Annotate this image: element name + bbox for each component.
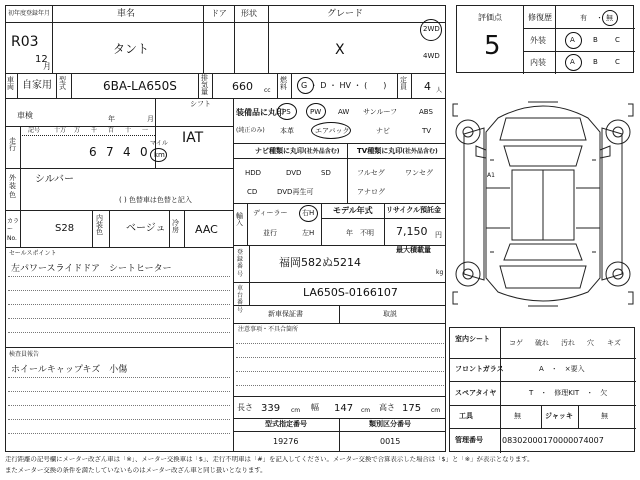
sales-point-label: セールスポイント	[9, 250, 57, 257]
interior-grade-b: B	[593, 58, 598, 66]
exterior-grade-b: B	[593, 36, 598, 44]
tools-value: 無	[514, 412, 521, 420]
fuel-label: 燃料	[280, 76, 287, 91]
chassis-label: 車台番号	[237, 285, 244, 314]
equip-ps: PS	[282, 108, 291, 116]
length-label: 長さ	[237, 403, 253, 412]
vehicle-row	[5, 73, 446, 98]
color-no-label: カラーNo.	[7, 218, 20, 242]
inspector-block	[5, 347, 233, 452]
capacity-unit: 人	[436, 87, 443, 94]
shaken-label: 車検	[17, 111, 33, 120]
max-load-unit: kg	[436, 269, 444, 276]
month-label: 月	[147, 115, 154, 123]
dimensions-row	[233, 396, 446, 418]
import-block	[233, 203, 446, 245]
condition-table	[449, 327, 635, 452]
color-change-note: ( ) 色替車は色替と記入	[119, 196, 192, 204]
equip-airbag: エアバック	[315, 127, 350, 135]
repair-label: 修復歴	[528, 13, 552, 22]
hand-left: 左H	[302, 229, 315, 237]
drive-4wd: 4WD	[423, 52, 440, 60]
equip-leather: 本革	[280, 127, 294, 135]
first-reg-year: R03	[11, 34, 39, 50]
repair-no: 無	[606, 14, 613, 22]
navi-hdd: HDD	[245, 169, 262, 177]
model-year-label: モデル年式	[333, 206, 373, 215]
sheet-ana: 穴	[587, 339, 594, 347]
recycle-unit: 円	[435, 231, 442, 239]
tv-oneseg: ワンセグ	[405, 169, 433, 177]
mileage-sub-100k: 十万	[54, 127, 67, 134]
tools-label: 工具	[459, 412, 473, 420]
tv-title	[357, 148, 438, 155]
equipment-subtitle: (純正のみ)	[236, 127, 265, 134]
grade-box	[456, 5, 634, 73]
capacity-label: 定員	[400, 76, 407, 91]
model-value: 6BA-LA650S	[103, 79, 177, 93]
type-designation-label: 型式指定番号	[265, 420, 307, 428]
model-label: 型式	[59, 76, 66, 91]
equip-tv: TV	[422, 127, 432, 135]
displacement-value: 660	[232, 80, 253, 93]
mgmt-value: 08302000170000074007	[502, 436, 604, 445]
jack-label: ジャッキ	[545, 412, 573, 420]
header-row	[5, 5, 446, 73]
mgmt-label: 管理番号	[455, 436, 483, 444]
type-designation-value: 19276	[273, 437, 299, 446]
car-damage-diagram	[450, 88, 636, 320]
height-label: 高さ	[379, 403, 395, 412]
width-value: 147	[334, 403, 354, 414]
use-label: 車両	[7, 76, 14, 91]
spare-tire-label: スペアタイヤ	[455, 389, 497, 397]
first-reg-month: 12	[35, 54, 48, 65]
reg-no-value: 福岡582ぬ5214	[279, 256, 361, 269]
car-name: タント	[113, 42, 150, 56]
mileage-unit-mile: マイル	[150, 140, 168, 147]
equipment-title: 装備品に丸印	[236, 108, 284, 117]
mileage-unit-km: km	[154, 151, 165, 159]
recycle-value: 7,150	[396, 225, 428, 238]
mileage-digit: 4	[123, 145, 131, 159]
use-value: 自家用	[22, 80, 52, 91]
model-year-value: 年 不明	[346, 229, 374, 237]
interior-grade-c: C	[615, 58, 620, 66]
import-dealer: ディーラー	[253, 209, 288, 217]
aircon-label: 冷房	[172, 219, 179, 234]
shift-label: シフト	[190, 100, 211, 108]
import-parallel: 並行	[263, 229, 277, 237]
color-no-value: S28	[55, 223, 75, 234]
reg-no-label: 登録番号	[237, 249, 244, 278]
tv-title-text: TV種類に丸印	[357, 147, 403, 155]
max-load-label: 最大積載量	[396, 246, 431, 254]
capacity-value: 4	[424, 80, 431, 93]
diagram-a1-mark: A1	[487, 172, 495, 179]
equip-sunroof: サンルーフ	[363, 108, 398, 116]
designation-row	[233, 418, 446, 452]
mileage-digit: 7	[106, 145, 114, 159]
exterior-block	[5, 168, 233, 210]
aircon-value: AAC	[195, 223, 218, 236]
equip-aw: AW	[338, 108, 350, 116]
category-label: 類別区分番号	[369, 420, 411, 428]
interior-color-label: 内装色	[96, 214, 103, 236]
mileage-label: 走行	[9, 137, 16, 152]
inspector-value: ホイールキャップキズ 小傷	[11, 365, 128, 375]
mileage-sub-1: 一	[142, 127, 149, 134]
first-reg-month-unit: 月	[43, 62, 51, 71]
equipment-block	[233, 98, 446, 143]
shift-value: IAT	[182, 130, 204, 146]
manual: 取説	[383, 310, 397, 318]
navi-sub: (社外品含む)	[304, 148, 340, 155]
height-value: 175	[402, 403, 422, 414]
exterior-value: シルバー	[35, 174, 75, 185]
notes-label: 注意事項・不具合箇所	[238, 326, 299, 333]
grade: X	[335, 42, 345, 58]
navi-dvd-play: DVD再生可	[277, 188, 314, 196]
navi-title	[255, 148, 340, 155]
interior-grade-label: 内装	[530, 58, 546, 67]
sheet-yabure: 破れ	[535, 339, 549, 347]
inspector-label: 検査員報告	[9, 351, 40, 358]
inspection-block	[5, 98, 233, 168]
tv-fullseg: フルセグ	[357, 169, 385, 177]
hand-right: 右H	[302, 209, 315, 217]
exterior-label: 外装色	[9, 174, 16, 199]
navi-cd: CD	[247, 188, 258, 196]
sales-point-block	[5, 247, 233, 347]
interior-grade-a: A	[570, 58, 575, 66]
mileage-sub-symbol: 記号	[28, 127, 41, 134]
chassis-value: LA650S-0166107	[303, 286, 398, 299]
navi-tv-block	[233, 143, 446, 203]
tv-sub: (社外品含む)	[402, 148, 438, 155]
navi-dvd: DVD	[286, 169, 302, 177]
jack-value: 無	[601, 412, 608, 420]
repair-dot: ・	[596, 14, 603, 22]
mileage-sub-10: 十	[125, 127, 132, 134]
height-unit: cm	[431, 407, 441, 414]
first-reg-label: 初年度登録年月	[8, 10, 51, 17]
color-no-row	[5, 210, 233, 247]
mileage-sub-10k: 万	[74, 127, 81, 134]
interior-color-value: ベージュ	[126, 223, 166, 234]
sheet-yogore: 汚れ	[561, 339, 575, 347]
shape-label: 形状	[241, 9, 257, 18]
width-unit: cm	[361, 407, 371, 414]
grade-label: グレード	[327, 9, 364, 19]
displacement-label: 排気量	[201, 74, 208, 96]
interior-sheet-label: 室内シート	[455, 335, 490, 343]
sales-point-value: 左パワースライドドア シートヒーター	[11, 264, 172, 274]
front-glass-items: A ・ ×要入	[539, 365, 585, 373]
mileage-sub-1k: 千	[91, 127, 98, 134]
width-label: 幅	[311, 403, 319, 412]
tv-analog: アナログ	[357, 188, 385, 196]
exterior-grade-c: C	[615, 36, 620, 44]
mileage-digit: 6	[89, 145, 97, 159]
spare-tire-items: T ・ 修理KIT ・ 欠	[529, 389, 608, 397]
equip-pw: PW	[310, 108, 322, 116]
category-value: 0015	[380, 437, 401, 446]
new-car-warranty: 新車保証書	[268, 310, 303, 318]
navi-title-text: ナビ種類に丸印	[255, 147, 304, 155]
footer-note-1: 走行距離の記号欄にメーター改ざん車は「※」、メーター交換車は「$」、走行不明車は「#」を記入してください。メーター交換で合算表示した場合は「$」と「※」が表示となります。	[5, 456, 534, 463]
mileage-grid	[20, 126, 155, 168]
recycle-label: リサイクル預託金	[386, 206, 442, 214]
front-glass-label: フロントガラス	[455, 365, 504, 373]
navi-sd: SD	[321, 169, 331, 177]
fuel-options: G ・ D ・ HV ・ ( )	[301, 81, 387, 90]
sheet-kizu: キズ	[607, 339, 621, 347]
eval-label: 評価点	[478, 13, 502, 22]
length-value: 339	[261, 403, 281, 414]
year-label: 年	[108, 115, 115, 123]
eval-value: 5	[484, 31, 501, 61]
exterior-grade-a: A	[570, 36, 575, 44]
footer-note-2: またメーター交換の条件を満たしていないものはメーター改ざん車と同じ扱いとなります。	[5, 467, 267, 474]
mileage-sub-100: 百	[108, 127, 115, 134]
car-name-label: 車名	[117, 9, 136, 19]
warranty-row	[233, 305, 446, 323]
import-label: 輸入	[236, 212, 243, 227]
drive-2wd: 2WD	[423, 25, 440, 33]
repair-yes: 有	[580, 14, 587, 22]
door-label: ドア	[211, 9, 227, 18]
sheet-koge: コゲ	[509, 339, 523, 347]
equip-abs: ABS	[419, 108, 433, 116]
mileage-digit: 0	[140, 145, 148, 159]
equip-navi: ナビ	[376, 127, 390, 135]
displacement-unit: cc	[264, 87, 271, 94]
length-unit: cm	[291, 407, 301, 414]
exterior-grade-label: 外装	[530, 36, 546, 45]
